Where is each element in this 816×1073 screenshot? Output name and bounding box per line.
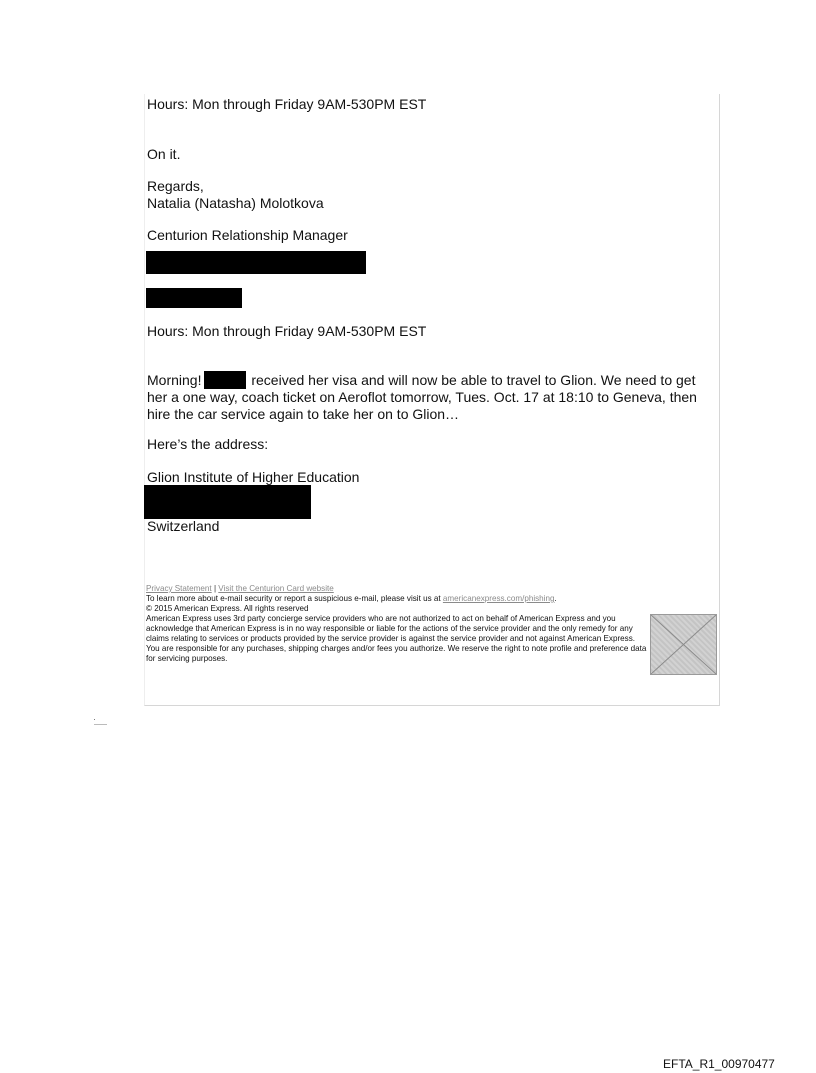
signer-title: Centurion Relationship Manager — [147, 227, 348, 243]
redacted-email-block — [146, 288, 242, 308]
link-separator: | — [213, 584, 217, 593]
address-line-1: Glion Institute of Higher Education — [147, 469, 360, 485]
broken-image-placeholder-icon — [650, 614, 717, 675]
footer-links — [146, 584, 648, 594]
regards-text: Regards, — [147, 178, 204, 194]
disclaimer-text: American Express uses 3rd party concierge service providers who are not authorized to act on behalf of American Express and you acknowledge that American Express is in no way responsible or liable for the actions of the service provider and the only remedy for any claims relating to services or products provided by the service provider is against the service provider and not against American Express. You are responsible for any purchases, shipping charges and/or fees you authorize. We reserve the right to note profile and preference data for servicing purposes. — [146, 614, 647, 663]
copyright-text: © 2015 American Express. All rights reserved — [146, 604, 309, 613]
reply-text: On it. — [147, 146, 181, 162]
hours-line-2: Hours: Mon through Friday 9AM-530PM EST — [147, 323, 427, 339]
address-intro: Here’s the address: — [147, 436, 269, 452]
security-notice — [146, 594, 648, 604]
message-text: received her visa and will now be able to travel to Glion. We need to get her a one way, coach ticket on Aeroflot tomorrow, Tues. Oct. 17 at 18:10 to Geneva, then hire the car service again to take her on to Glion… — [147, 372, 697, 422]
address-country: Switzerland — [147, 518, 220, 534]
scan-artifact-mark — [94, 718, 108, 726]
security-end: . — [554, 594, 557, 603]
message-body — [147, 371, 707, 423]
signer-name: Natalia (Natasha) Molotkova — [147, 195, 324, 211]
centurion-website-link[interactable]: Visit the Centurion Card website — [218, 584, 334, 593]
hours-line: Hours: Mon through Friday 9AM-530PM EST — [147, 96, 427, 112]
redacted-name-inline — [204, 371, 246, 389]
privacy-statement-link[interactable]: Privacy Statement — [146, 584, 212, 593]
bates-number: EFTA_R1_00970477 — [663, 1057, 775, 1071]
phishing-link[interactable]: americanexpress.com/phishing — [442, 594, 555, 603]
email-footer — [146, 584, 648, 664]
redacted-phone-block — [146, 251, 366, 274]
message-greeting: Morning! — [147, 372, 202, 388]
security-text: To learn more about e-mail security or report a suspicious e-mail, please visit us at — [146, 594, 441, 603]
redacted-address-block — [144, 485, 311, 519]
